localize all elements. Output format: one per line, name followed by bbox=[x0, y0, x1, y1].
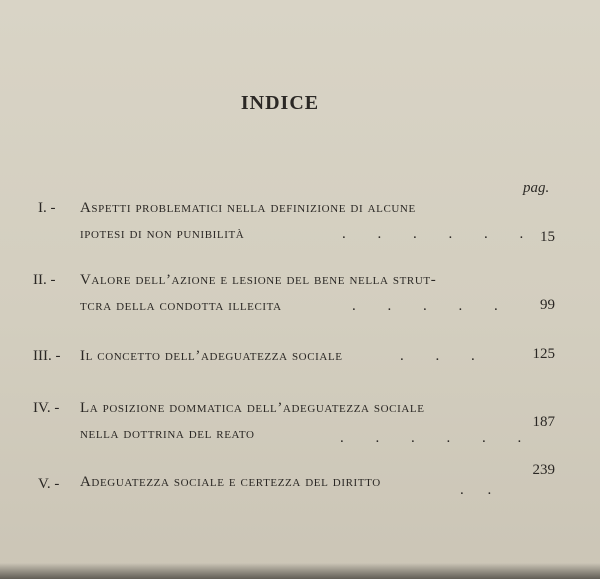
chapter-numeral: I. - bbox=[38, 200, 56, 216]
chapter-numeral: II. - bbox=[33, 272, 56, 288]
entry-title-line: Valore dell’azione e lesione del bene nella strut- bbox=[80, 272, 437, 288]
entry-page-number: 15 bbox=[540, 229, 555, 245]
entry-title-line: La posizione dommatica dell’adeguatezza sociale bbox=[80, 400, 425, 416]
entry-title-line: nella dottrina del reato bbox=[80, 426, 255, 442]
entry-title-line: Aspetti problematici nella definizione di alcune bbox=[80, 200, 416, 216]
leader-dots: . . . . . . bbox=[342, 226, 538, 242]
leader-dots: . . . . . bbox=[352, 298, 512, 314]
entry-title-line: ipotesi di non punibilità bbox=[80, 226, 245, 242]
chapter-numeral: III. - bbox=[33, 348, 61, 364]
entry-title-line: tcra della condotta illecita bbox=[80, 298, 282, 314]
entry-title-line: Il concetto dell’adeguatezza sociale bbox=[80, 348, 343, 364]
leader-dots: . . . bbox=[400, 348, 489, 364]
index-title: INDICE bbox=[240, 92, 320, 114]
chapter-numeral: V. - bbox=[38, 476, 60, 492]
leader-dots: . . bbox=[460, 482, 502, 498]
entry-page-number: 239 bbox=[532, 462, 555, 478]
chapter-numeral: IV. - bbox=[33, 400, 60, 416]
leader-dots: . . . . . . bbox=[340, 430, 536, 446]
page-bottom-shadow bbox=[0, 563, 600, 579]
entry-title-line: Adeguatezza sociale e certezza del diritto bbox=[80, 474, 381, 490]
entry-page-number: 125 bbox=[532, 346, 555, 362]
entry-page-number: 99 bbox=[540, 297, 555, 313]
page-column-label: pag. bbox=[523, 180, 550, 196]
entry-page-number: 187 bbox=[532, 414, 555, 430]
